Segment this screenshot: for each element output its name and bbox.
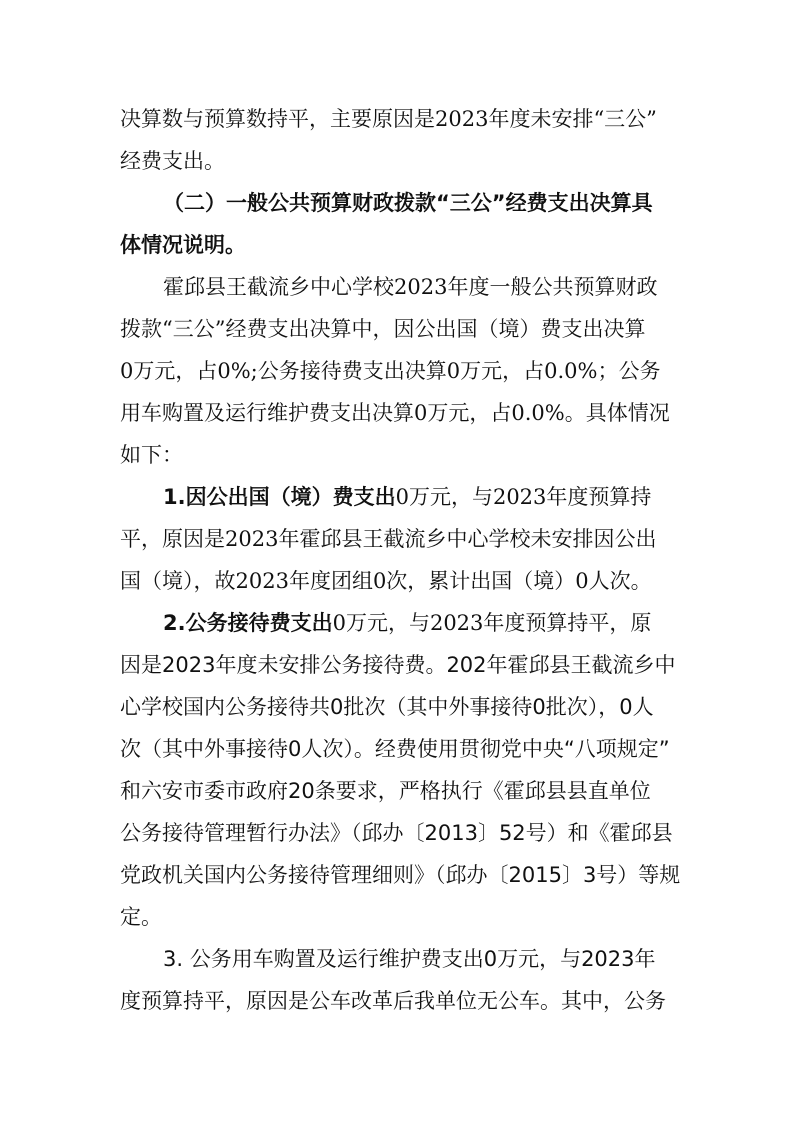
item1-title: 1.因公出国（境）费支出 <box>163 485 396 509</box>
intro-line-1: 决算数与预算数持平，主要原因是2023年度未安排“三公” <box>120 107 657 131</box>
summary-line-5: 如下： <box>120 443 183 467</box>
item1-line-1-rest: 0万元，与2023年度预算持 <box>395 485 652 509</box>
item2-line-2: 因是2023年度未安排公务接待费。202年霍邱县王截流乡中 <box>120 653 676 677</box>
item2-line-7: 党政机关国内公务接待管理细则》（邱办〔2015〕3号）等规 <box>120 863 681 887</box>
item1-line-2: 平，原因是2023年霍邱县王截流乡中心学校未安排因公出 <box>120 527 657 551</box>
item2-line-5: 和六安市委市政府20条要求，严格执行《霍邱县县直单位 <box>120 779 651 803</box>
item2-line-8: 定。 <box>120 905 162 929</box>
item2-line-1-rest: 0万元，与2023年度预算持平，原 <box>332 611 652 635</box>
item3-line-1: 3. 公务用车购置及运行维护费支出0万元，与2023年 <box>163 947 656 971</box>
item1-line-1 <box>163 479 680 515</box>
intro-line-2: 经费支出。 <box>120 149 225 173</box>
item2-title: 2.公务接待费支出 <box>163 611 333 635</box>
summary-line-4: 用车购置及运行维护费支出决算0万元，占0.0%。具体情况 <box>120 401 670 425</box>
item2-line-4: 次（其中外事接待0人次）。经费使用贯彻党中央“八项规定” <box>120 737 670 761</box>
summary-line-1: 霍邱县王截流乡中心学校2023年度一般公共预算财政 <box>163 275 658 299</box>
summary-line-2: 拨款“三公”经费支出决算中，因公出国（境）费支出决算 <box>120 317 646 341</box>
item3-line-2: 度预算持平，原因是公车改革后我单位无公车。其中，公务 <box>120 989 666 1013</box>
item1-line-3: 国（境），故2023年度团组0次，累计出国（境）0人次。 <box>120 569 652 593</box>
summary-line-3: 0万元，占0%;公务接待费支出决算0万元，占0.0%；公务 <box>120 359 661 383</box>
section-heading-line-2: 体情况说明。 <box>120 233 246 257</box>
item2-line-3: 心学校国内公务接待共0批次（其中外事接待0批次），0人 <box>120 695 654 719</box>
item2-line-1 <box>163 605 680 641</box>
item2-line-6: 公务接待管理暂行办法》（邱办〔2013〕52号）和《霍邱县 <box>120 821 673 845</box>
section-heading-line-1: （二）一般公共预算财政拨款“三公”经费支出决算具 <box>163 191 653 215</box>
